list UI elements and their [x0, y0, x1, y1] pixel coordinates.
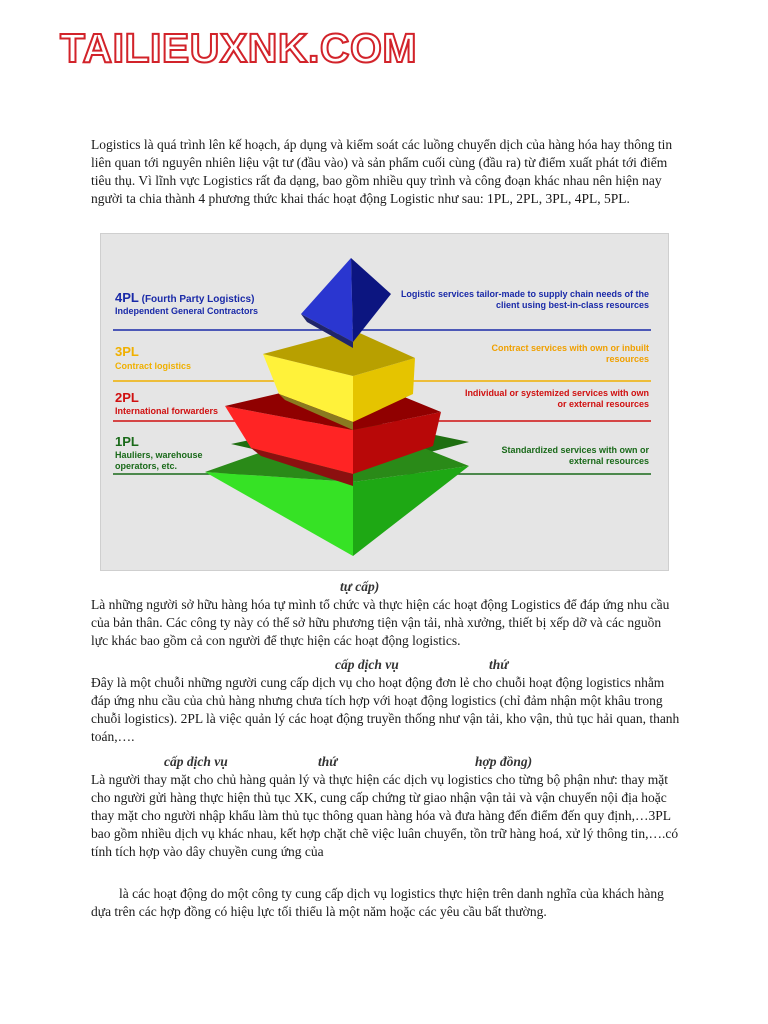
intro-paragraph: Logistics là quá trình lên kế hoạch, áp dụng và kiểm soát các luồng chuyển dịch của hàng hóa hay thông tin liên quan tới nguyên nhiên liệu vật tư (đầu vào) và sản phẩm cuối cùng (đầu ra) từ điểm xuất phát tới điểm tiêu thụ. Vì lĩnh vực Logistics rất đa dạng, bao gồm nhiều quy trình và công đoạn khác nhau nên hiện nay người ta chia thành 4 phương thức khai thác hoạt động Logistic như sau: 1PL, 2PL, 3PL, 4PL, 5PL. — [91, 137, 673, 206]
desc-2pl-line2: or external resources — [557, 399, 649, 409]
svg-text:operators, etc.: operators, etc. — [115, 461, 178, 471]
section-3-heading-c: hợp đồng) — [475, 754, 533, 769]
level-label-3pl — [115, 344, 191, 371]
svg-text:2PL: 2PL — [115, 390, 139, 405]
section-3-heading-b: thứ — [318, 754, 338, 769]
svg-text:3PL: 3PL — [115, 344, 139, 359]
section-2-body: Đây là một chuỗi những người cung cấp dịch vụ cho hoạt động đơn lẻ cho chuỗi hoạt động logistics nhằm đáp ứng nhu cầu của chủ hàng nhưng chưa tích hợp với hoạt động logistics (chỉ đảm nhận một khâu trong chuỗi logistics). 2PL là việc quản lý các hoạt động truyền thống như vận tải, kho vận, thủ tục hải quan, thanh toán,…. — [91, 675, 680, 744]
svg-text:4PL (Fourth Party Logistics): 4PL (Fourth Party Logistics) — [115, 290, 255, 305]
desc-1pl-line1: Standardized services with own or — [501, 445, 649, 455]
level-label-2pl — [115, 390, 218, 416]
logistics-pyramid-diagram — [100, 233, 669, 571]
svg-text:International forwarders: International forwarders — [115, 406, 219, 416]
desc-2pl-line1: Individual or systemized services with own — [464, 388, 649, 398]
section-2-heading-a: cấp dịch vụ — [335, 657, 399, 672]
desc-3pl-line2: resources — [605, 354, 649, 364]
section-4-body: là các hoạt động do một công ty cung cấp dịch vụ logistics thực hiện trên danh nghĩa của khách hàng dựa trên các hợp đồng có hiệu lực tối thiểu là một năm hoặc các yêu cầu bất thường. — [91, 886, 664, 919]
desc-4pl-line1: Logistic services tailor-made to supply chain needs of the — [400, 289, 649, 299]
section-3-body: Là người thay mặt cho chủ hàng quản lý và thực hiện các dịch vụ logistics cho từng bộ phận như: thay mặt cho người gửi hàng thực hiện thủ tục XK, cung cấp chứng từ giao nhận vận tải và vận chuyển nội địa hoặc thay mặt cho người nhập khẩu làm thủ tục thông quan hàng hóa và đưa hàng đến điểm đến quy định,…3PL bao gồm nhiều dịch vụ khác nhau, kết hợp chặt chẽ việc luân chuyển, tồn trữ hàng hoá, xử lý thông tin,….có tính tích hợp vào dây chuyền cung ứng của — [91, 772, 679, 859]
pyramid-tier-blue — [301, 258, 391, 348]
desc-4pl-line2: client using best-in-class resources — [495, 300, 649, 310]
desc-3pl-line1: Contract services with own or inbuilt — [491, 343, 649, 353]
section-2-heading-b: thứ — [489, 657, 509, 672]
section-1-heading: tự cấp) — [340, 579, 380, 594]
desc-1pl-line2: external resources — [568, 456, 649, 466]
section-3-heading-a: cấp dịch vụ — [164, 754, 228, 769]
level-code: 4PL — [115, 290, 139, 305]
svg-text:Hauliers, warehouse: Hauliers, warehouse — [115, 450, 203, 460]
level-label-4pl — [115, 290, 258, 316]
svg-text:Independent General Contractor: Independent General Contractors — [115, 306, 259, 316]
section-1-body: Là những người sở hữu hàng hóa tự mình tổ chức và thực hiện các hoạt động Logistics để đáp ứng nhu cầu của bản thân. Các công ty này có thể sở hữu phương tiện vận tải, nhà xưởng, thiết bị xếp dỡ và các nguồn lực khác bao gồm cả con người để thực hiện các hoạt động logistics. — [91, 597, 670, 648]
svg-text:Contract logistics: Contract logistics — [115, 361, 192, 371]
level-label-1pl — [115, 434, 203, 471]
site-logo: TAILIEUXNK.COM — [60, 25, 418, 71]
svg-text:1PL: 1PL — [115, 434, 139, 449]
pyramid-svg — [101, 234, 668, 570]
